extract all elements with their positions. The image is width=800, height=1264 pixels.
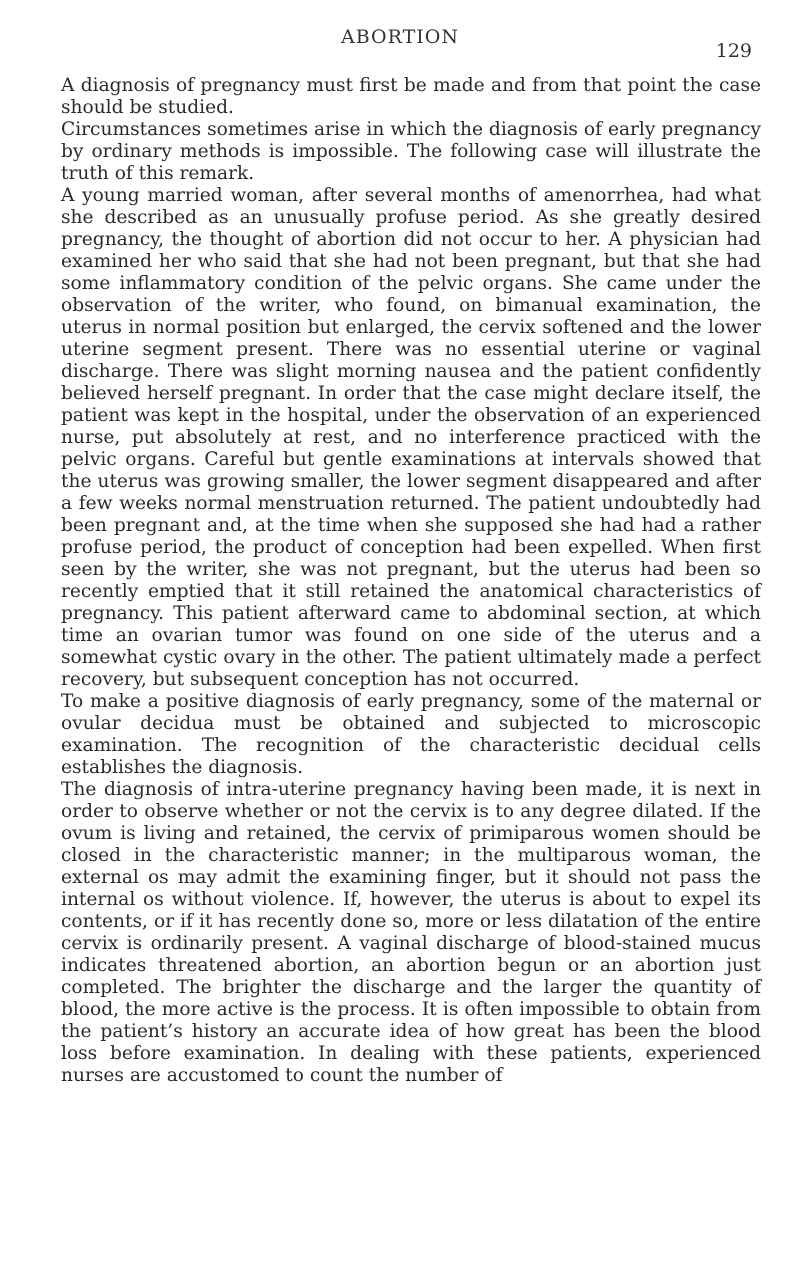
paragraph-cervix-dilatation: The diagnosis of intra-uterine pregnancy having been made, it is next in order to observe whether or not the cervix is to any degree dilated. If the ovum is living and retained, the cervix of primiparous women should be closed in the characteristic manner; in the multiparous woman, the external os may admit the examining finger, but it should not pass the internal os without violence. If, however, the uterus is about to expel its contents, or if it has recently done so, more or less dilatation of the entire cervix is ordinarily present. A vaginal discharge of blood-stained mucus indicates threatened abortion, an abortion begun or an abortion just completed. The brighter the discharge and the larger the quantity of blood, the more active is the process. It is often impossible to obtain from the patient’s history an accurate idea of how great has been the blood loss before examination. In dealing with these patients, experienced nurses are accustomed to count the number of <box>61 779 761 1086</box>
body-text <box>61 75 761 1087</box>
page-number: 129 <box>715 40 752 62</box>
paragraph-case-report: A young married woman, after several months of amenorrhea, had what she described as an unusually profuse period. As she greatly desired pregnancy, the thought of abortion did not occur to her. A physician had examined her who said that she had not been pregnant, but that she had some inflammatory condition of the pelvic organs. She came under the observation of the writer, who found, on bimanual examination, the uterus in normal position but enlarged, the cervix softened and the lower uterine segment present. There was no essential uterine or vaginal discharge. There was slight morning nausea and the patient confidently believed herself pregnant. In order that the case might declare itself, the patient was kept in the hospital, under the observation of an experienced nurse, put absolutely at rest, and no interference practiced with the pelvic organs. Careful but gentle examinations at intervals showed that the uterus was growing smaller, the lower segment disappeared and after a few weeks normal menstruation returned. The patient undoubtedly had been pregnant and, at the time when she supposed she had had a rather profuse period, the product of conception had been expelled. When first seen by the writer, she was not pregnant, but the uterus had been so recently emptied that it still retained the anatomical characteristics of pregnancy. This patient afterward came to abdominal section, at which time an ovarian tumor was found on one side of the uterus and a somewhat cystic ovary in the other. The patient ultimately made a perfect recovery, but subsequent conception has not occurred. <box>61 185 761 690</box>
paragraph-positive-diagnosis: To make a positive diagnosis of early pregnancy, some of the maternal or ovular decidua must be obtained and subjected to microscopic examination. The recognition of the characteristic decidual cells establishes the diagnosis. <box>61 691 761 778</box>
running-title: ABORTION <box>341 26 459 48</box>
paragraph-diagnosis-first: A diagnosis of pregnancy must first be made and from that point the case should be studied. <box>61 75 761 118</box>
paragraph-circumstances: Circumstances sometimes arise in which the diagnosis of early pregnancy by ordinary methods is impossible. The following case will illustrate the truth of this remark. <box>61 119 761 184</box>
